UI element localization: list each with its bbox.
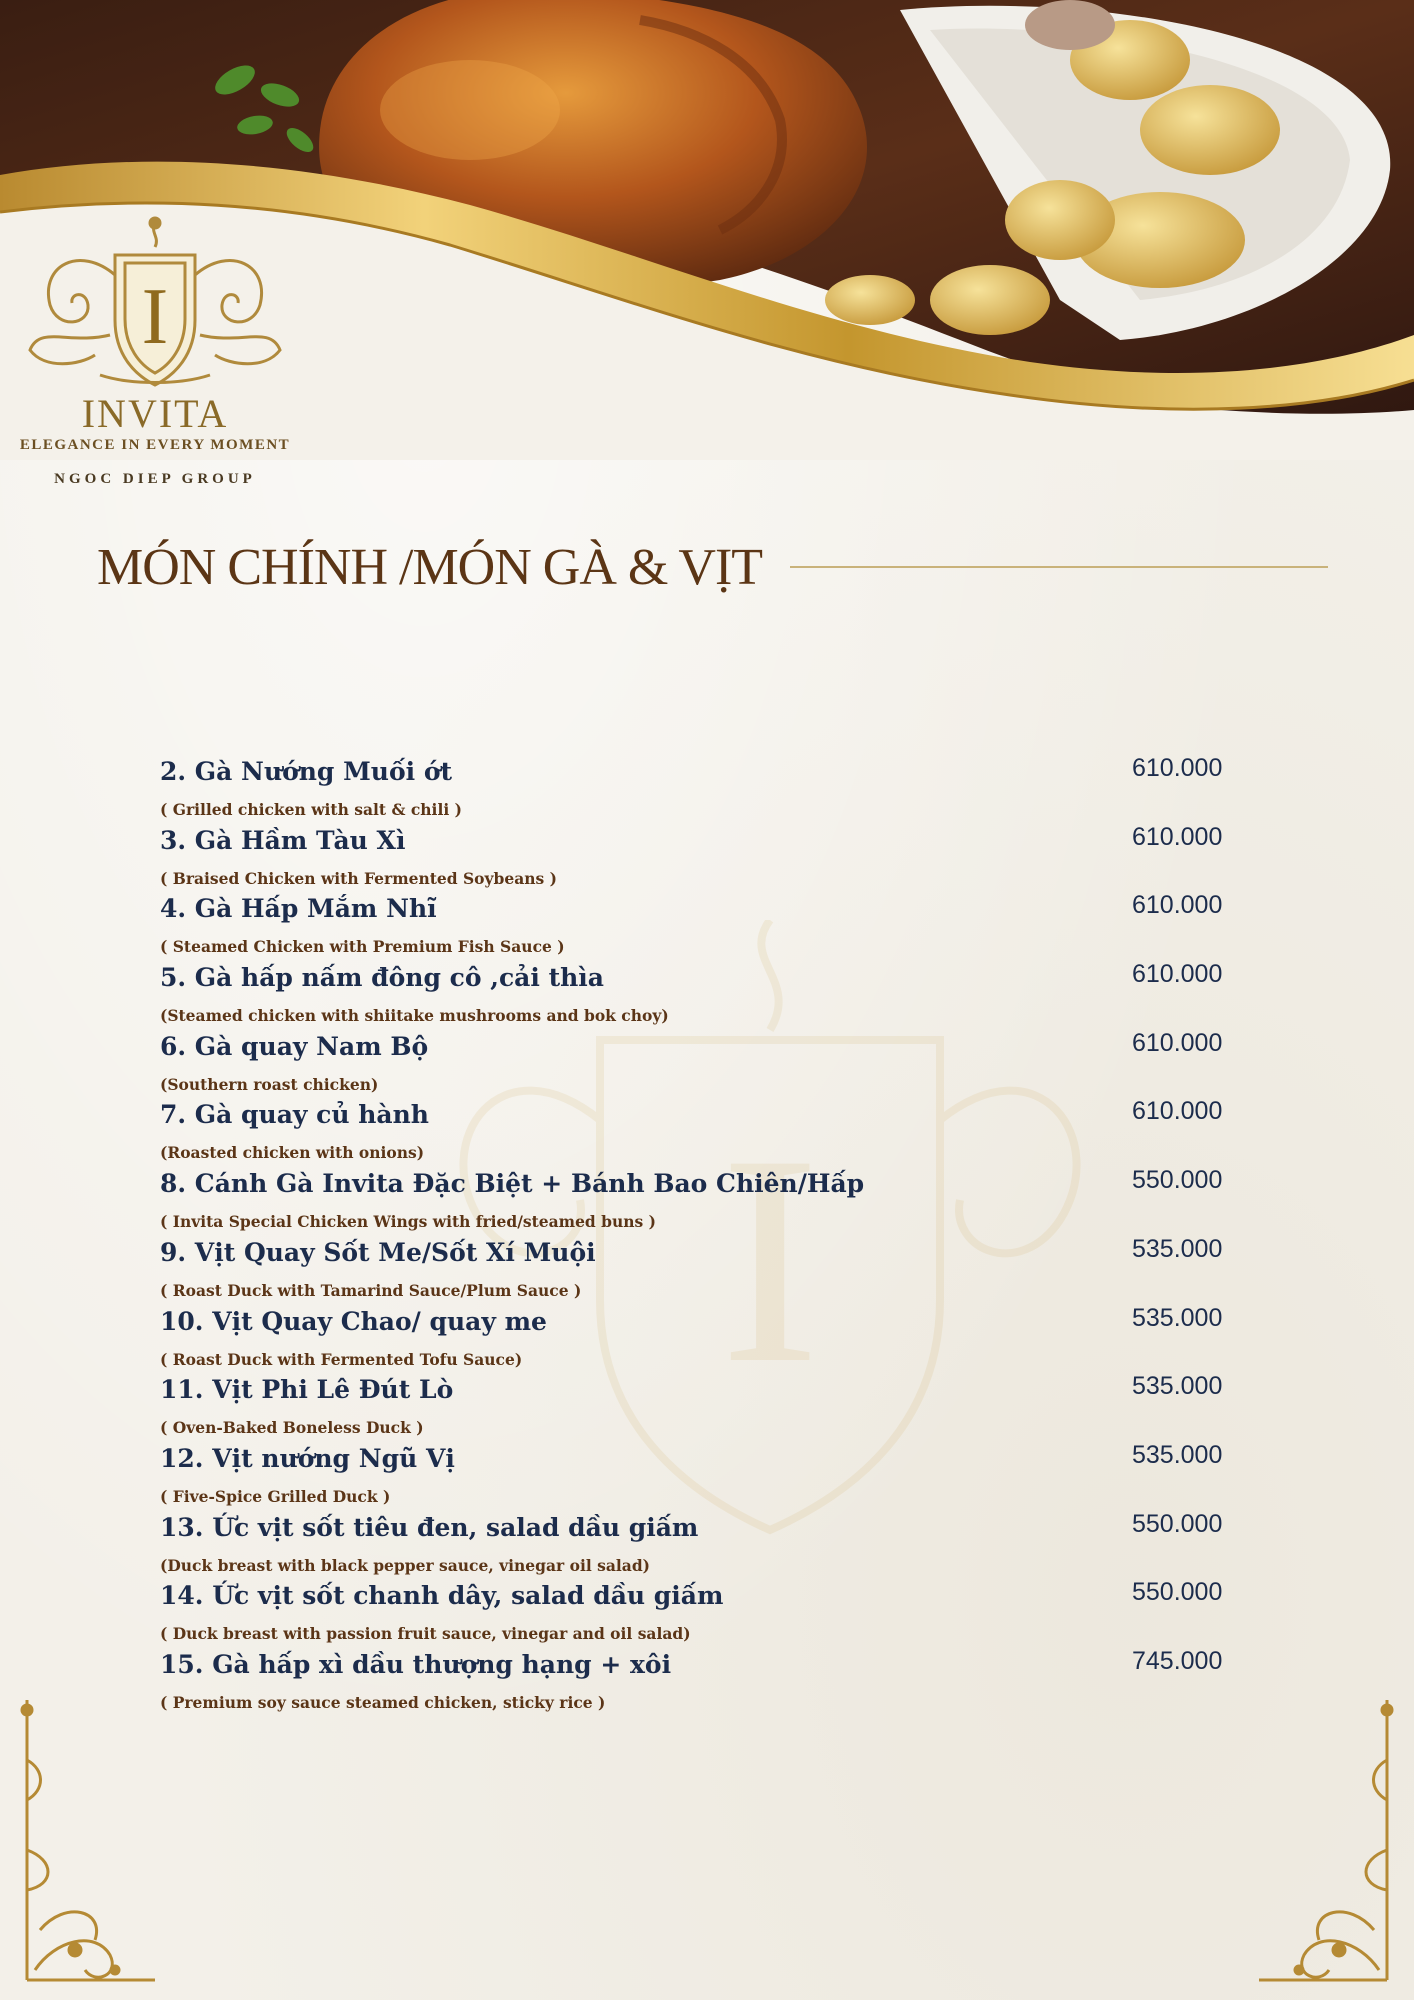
menu-item-price: 535.000 bbox=[1132, 1372, 1223, 1401]
menu-item bbox=[160, 1234, 1240, 1307]
menu-item-name: 4. Gà Hấp Mắm Nhĩ bbox=[160, 894, 437, 924]
menu-item-name: 11. Vịt Phi Lê Đút Lò bbox=[160, 1375, 454, 1405]
crest-icon bbox=[0, 215, 310, 390]
invita-logo bbox=[0, 215, 310, 495]
menu-item-name: 9. Vịt Quay Sốt Me/Sốt Xí Muội bbox=[160, 1237, 596, 1267]
brand-name: INVITA bbox=[81, 391, 229, 436]
menu-item-price: 535.000 bbox=[1132, 1440, 1223, 1469]
menu-item bbox=[160, 1578, 1240, 1650]
menu-item-description: ( Roast Duck with Fermented Tofu Sauce) bbox=[160, 1349, 523, 1369]
menu-item-description: ( Grilled chicken with salt & chili ) bbox=[160, 800, 462, 819]
menu-item bbox=[160, 822, 1240, 895]
menu-item-description: ( Invita Special Chicken Wings with fried/steamed buns ) bbox=[160, 1212, 656, 1232]
menu-item bbox=[160, 1028, 1240, 1101]
menu-item-name: 7. Gà quay củ hành bbox=[160, 1100, 429, 1130]
menu-item-name: 6. Gà quay Nam Bộ bbox=[160, 1031, 429, 1061]
menu-item bbox=[160, 1097, 1240, 1169]
menu-item-price: 550.000 bbox=[1132, 1578, 1223, 1607]
menu-item-price: 610.000 bbox=[1132, 822, 1223, 851]
brand-tagline: ELEGANCE IN EVERY MOMENT bbox=[19, 437, 291, 453]
menu-item-name: 3. Gà Hầm Tàu Xì bbox=[160, 825, 406, 855]
menu-item-price: 610.000 bbox=[1132, 1097, 1223, 1126]
menu-item-description: (Duck breast with black pepper sauce, vinegar oil salad) bbox=[160, 1555, 650, 1575]
menu-item-price: 610.000 bbox=[1132, 754, 1223, 782]
menu-item bbox=[160, 960, 1240, 1032]
menu-item-price: 610.000 bbox=[1132, 1028, 1223, 1057]
menu-item-description: ( Steamed Chicken with Premium Fish Sauce ) bbox=[160, 937, 565, 957]
corner-ornament-left-icon bbox=[15, 1700, 165, 1995]
menu-item-description: (Roasted chicken with onions) bbox=[160, 1143, 425, 1163]
menu-item-description: ( Five-Spice Grilled Duck ) bbox=[160, 1486, 391, 1506]
menu-item-name: 2. Gà Nướng Muối ớt bbox=[160, 757, 453, 786]
title-divider bbox=[790, 566, 1328, 568]
menu-item-price: 745.000 bbox=[1132, 1646, 1223, 1675]
menu-item-price: 610.000 bbox=[1132, 960, 1223, 989]
menu-list bbox=[160, 754, 1240, 1719]
menu-item bbox=[160, 891, 1240, 963]
menu-item bbox=[160, 754, 1240, 826]
menu-item-price: 535.000 bbox=[1132, 1303, 1223, 1332]
menu-item-price: 610.000 bbox=[1132, 891, 1223, 920]
menu-item-name: 14. Ức vịt sốt chanh dây, salad dầu giấm bbox=[160, 1581, 724, 1611]
menu-item bbox=[160, 1303, 1240, 1376]
menu-item-name: 10. Vịt Quay Chao/ quay me bbox=[160, 1306, 547, 1336]
menu-item-name: 12. Vịt nướng Ngũ Vị bbox=[160, 1443, 455, 1473]
menu-item-name: 8. Cánh Gà Invita Đặc Biệt + Bánh Bao Chiên/Hấp bbox=[160, 1169, 865, 1199]
menu-item-name: 5. Gà hấp nấm đông cô ,cải thìa bbox=[160, 963, 605, 993]
menu-item bbox=[160, 1372, 1240, 1444]
menu-item-name: 15. Gà hấp xì dầu thượng hạng + xôi bbox=[160, 1649, 672, 1679]
menu-item-name: 13. Ức vịt sốt tiêu đen, salad dầu giấm bbox=[160, 1512, 699, 1542]
menu-item-description: ( Oven-Baked Boneless Duck ) bbox=[160, 1418, 424, 1438]
corner-ornament-right-icon bbox=[1249, 1700, 1399, 1995]
menu-item bbox=[160, 1509, 1240, 1582]
menu-item-description: ( Duck breast with passion fruit sauce, vinegar and oil salad) bbox=[160, 1624, 691, 1644]
menu-item bbox=[160, 1646, 1240, 1719]
menu-item-price: 550.000 bbox=[1132, 1166, 1223, 1195]
menu-item bbox=[160, 1166, 1240, 1238]
menu-item-price: 535.000 bbox=[1132, 1234, 1223, 1263]
brand-group: NGOC DIEP GROUP bbox=[54, 471, 256, 487]
logo-letter: I bbox=[141, 273, 169, 361]
menu-item-description: ( Roast Duck with Tamarind Sauce/Plum Sauce ) bbox=[160, 1280, 582, 1300]
menu-item-description: ( Braised Chicken with Fermented Soybeans ) bbox=[160, 868, 557, 888]
menu-item bbox=[160, 1440, 1240, 1513]
menu-item-price: 550.000 bbox=[1132, 1509, 1223, 1538]
menu-item-description: (Southern roast chicken) bbox=[160, 1074, 379, 1094]
page-title: MÓN CHÍNH /MÓN GÀ & VỊT bbox=[97, 539, 763, 596]
menu-item-description: ( Premium soy sauce steamed chicken, sticky rice ) bbox=[160, 1692, 606, 1712]
menu-item-description: (Steamed chicken with shiitake mushrooms and bok choy) bbox=[160, 1006, 669, 1026]
watermark-letter: I bbox=[720, 1093, 820, 1425]
